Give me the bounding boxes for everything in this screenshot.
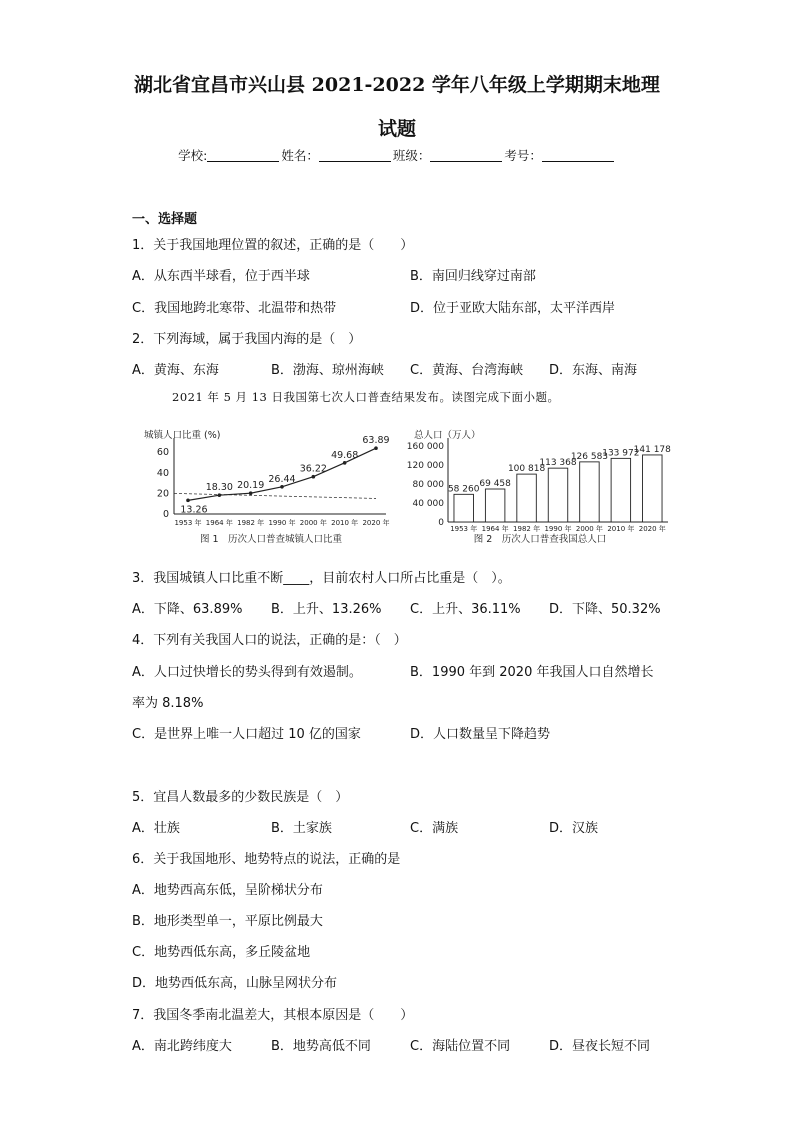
total-population-chart xyxy=(404,424,676,550)
question-5-option-c: C．满族 xyxy=(410,821,459,836)
chart1-data-label: 63.89 xyxy=(362,435,390,447)
question-3-option-a: A．下降、63.89% xyxy=(132,602,243,617)
chart1-data-point xyxy=(374,446,378,450)
chart2-bar xyxy=(643,455,662,522)
question-2-option-a: A．黄海、东海 xyxy=(132,363,219,378)
chart2-value-label: 100 818 xyxy=(507,464,546,475)
question-4-option-c: C．是世界上唯一人口超过 10 亿的国家 xyxy=(132,727,361,742)
chart2-x-tick-label: 2000 年 xyxy=(575,525,603,533)
chart1-x-tick-label: 2020 年 xyxy=(362,519,390,527)
chart1-x-tick-label: 2000 年 xyxy=(299,519,327,527)
question-1-stem: 1．关于我国地理位置的叙述，正确的是（ ） xyxy=(132,238,414,253)
chart2-y-tick-label: 80 000 xyxy=(412,480,444,490)
chart1-x-tick-label: 1982 年 xyxy=(237,519,265,527)
chart2-bar xyxy=(580,462,599,522)
question-2-option-b: B．渤海、琼州海峡 xyxy=(271,363,384,378)
question-7-stem: 7．我国冬季南北温差大，其根本原因是（ ） xyxy=(132,1008,414,1023)
chart2-bar xyxy=(611,458,630,522)
question-3-option-d: D．下降、50.32% xyxy=(549,602,661,617)
chart2-bar xyxy=(548,468,567,522)
question-6-option-b: B．地形类型单一，平原比例最大 xyxy=(132,914,323,929)
chart1-data-label: 36.22 xyxy=(299,463,327,475)
chart2-caption: 图 2 历次人口普查我国总人口 xyxy=(473,534,607,545)
chart2-value-label: 113 368 xyxy=(539,458,577,469)
question-7-option-b: B．地势高低不同 xyxy=(271,1039,371,1054)
chart1-y-tick-label: 0 xyxy=(162,509,169,520)
chart1-x-tick-label: 2010 年 xyxy=(331,519,359,527)
question-1-option-b: B．南回归线穿过南部 xyxy=(410,269,536,284)
chart1-data-point xyxy=(312,475,316,479)
chart1-y-tick-label: 40 xyxy=(156,467,169,479)
question-6-option-a: A．地势西高东低，呈阶梯状分布 xyxy=(132,883,323,898)
question-7-option-a: A．南北跨纬度大 xyxy=(132,1039,232,1054)
chart1-data-label: 26.44 xyxy=(268,473,296,485)
chart2-x-tick-label: 1990 年 xyxy=(544,525,572,533)
question-5-option-a: A．壮族 xyxy=(132,821,180,836)
chart1-x-tick-label: 1990 年 xyxy=(268,519,296,527)
chart2-x-tick-label: 2010 年 xyxy=(607,525,635,533)
chart1-data-label: 49.68 xyxy=(331,449,359,461)
name-label: 姓名： xyxy=(281,148,319,163)
class-blank xyxy=(430,149,502,162)
question-1-option-d: D．位于亚欧大陆东部，太平洋西岸 xyxy=(410,301,616,316)
chart1-data-point xyxy=(343,461,347,465)
chart2-y-tick-label: 40 000 xyxy=(412,499,444,509)
chart2-bar xyxy=(454,494,473,522)
chart-intro-text: 2021 年 5 月 13 日我国第七次人口普查结果发布。读图完成下面小题。 xyxy=(172,390,560,404)
question-1-option-c: C．我国地跨北寒带、北温带和热带 xyxy=(132,301,337,316)
question-3-option-c: C．上升、36.11% xyxy=(410,602,521,617)
chart2-x-tick-label: 1982 年 xyxy=(513,525,541,533)
chart1-data-point xyxy=(280,485,284,489)
question-1-option-a: A．从东西半球看，位于西半球 xyxy=(132,269,310,284)
chart2-bar xyxy=(485,489,504,522)
chart1-data-point xyxy=(218,493,222,497)
question-2-option-c: C．黄海、台湾海峡 xyxy=(410,363,524,378)
chart2-x-tick-label: 1953 年 xyxy=(450,525,478,533)
chart2-value-label: 126 583 xyxy=(570,451,609,462)
question-7-option-c: C．海陆位置不同 xyxy=(410,1039,511,1054)
id-label: 考号： xyxy=(504,148,542,163)
question-6-option-c: C．地势西低东高，多丘陵盆地 xyxy=(132,945,311,960)
chart2-y-tick-label: 0 xyxy=(438,518,444,528)
chart1-data-label: 20.19 xyxy=(237,480,265,492)
chart1-y-tick-label: 20 xyxy=(156,488,169,500)
chart1-data-label: 13.26 xyxy=(180,504,208,516)
question-6-stem: 6．关于我国地形、地势特点的说法，正确的是 xyxy=(132,852,401,867)
chart1-caption: 图 1 历次人口普查城镇人口比重 xyxy=(199,534,343,545)
id-blank xyxy=(542,149,614,162)
name-blank xyxy=(319,149,391,162)
urban-population-chart xyxy=(136,424,406,550)
question-4-option-b-cont: 率为 8.18% xyxy=(132,696,204,711)
chart1-data-point xyxy=(186,499,190,503)
school-label: 学校: xyxy=(178,148,208,163)
chart1-data-label: 18.30 xyxy=(205,482,233,494)
chart2-y-tick-label: 120 000 xyxy=(406,461,444,471)
chart2-x-tick-label: 2020 年 xyxy=(638,525,666,533)
chart2-value-label: 141 178 xyxy=(633,444,671,455)
question-4-option-a: A．人口过快增长的势头得到有效遏制。 xyxy=(132,665,362,680)
chart1-y-tick-label: 60 xyxy=(156,447,169,459)
question-6-option-d: D．地势西低东高，山脉呈网状分布 xyxy=(132,976,338,991)
chart1-ylabel: 城镇人口比重 (%) xyxy=(144,430,221,441)
question-4-stem: 4．下列有关我国人口的说法，正确的是：（ ） xyxy=(132,633,407,648)
exam-title-line2: 试题 xyxy=(377,118,416,140)
chart2-value-label: 69 458 xyxy=(479,479,511,490)
chart1-data-point xyxy=(249,491,253,495)
question-5-stem: 5．宜昌人数最多的少数民族是（ ） xyxy=(132,790,349,805)
chart2-value-label: 58 260 xyxy=(447,484,480,495)
question-5-option-b: B．土家族 xyxy=(271,821,332,836)
class-label: 班级： xyxy=(392,148,431,163)
question-5-option-d: D．汉族 xyxy=(549,821,599,836)
question-4-option-d: D．人口数量呈下降趋势 xyxy=(410,727,551,742)
chart2-bar xyxy=(517,474,536,522)
question-3-stem: 3．我国城镇人口比重不断____，目前农村人口所占比重是（ ）。 xyxy=(132,571,511,586)
chart1-x-tick-label: 1953 年 xyxy=(174,519,202,527)
exam-title: 湖北省宜昌市兴山县 2021-2022 学年八年级上学期期末地理 xyxy=(134,74,660,96)
question-4-option-b: B．1990 年到 2020 年我国人口自然增长 xyxy=(410,665,654,680)
chart2-ylabel: 总人口（万人） xyxy=(414,430,481,441)
question-7-option-d: D．昼夜长短不同 xyxy=(549,1039,651,1054)
question-3-option-b: B．上升、13.26% xyxy=(271,602,382,617)
chart2-y-tick-label: 160 000 xyxy=(406,442,444,452)
chart1-x-tick-label: 1964 年 xyxy=(205,519,233,527)
question-2-stem: 2．下列海域，属于我国内海的是（ ） xyxy=(132,332,362,347)
student-info-row xyxy=(0,146,794,164)
chart2-value-label: 133 972 xyxy=(602,448,640,459)
question-2-option-d: D．东海、南海 xyxy=(549,363,638,378)
chart2-x-tick-label: 1964 年 xyxy=(481,525,509,533)
section-heading: 一、选择题 xyxy=(132,212,198,227)
school-blank xyxy=(207,149,279,162)
